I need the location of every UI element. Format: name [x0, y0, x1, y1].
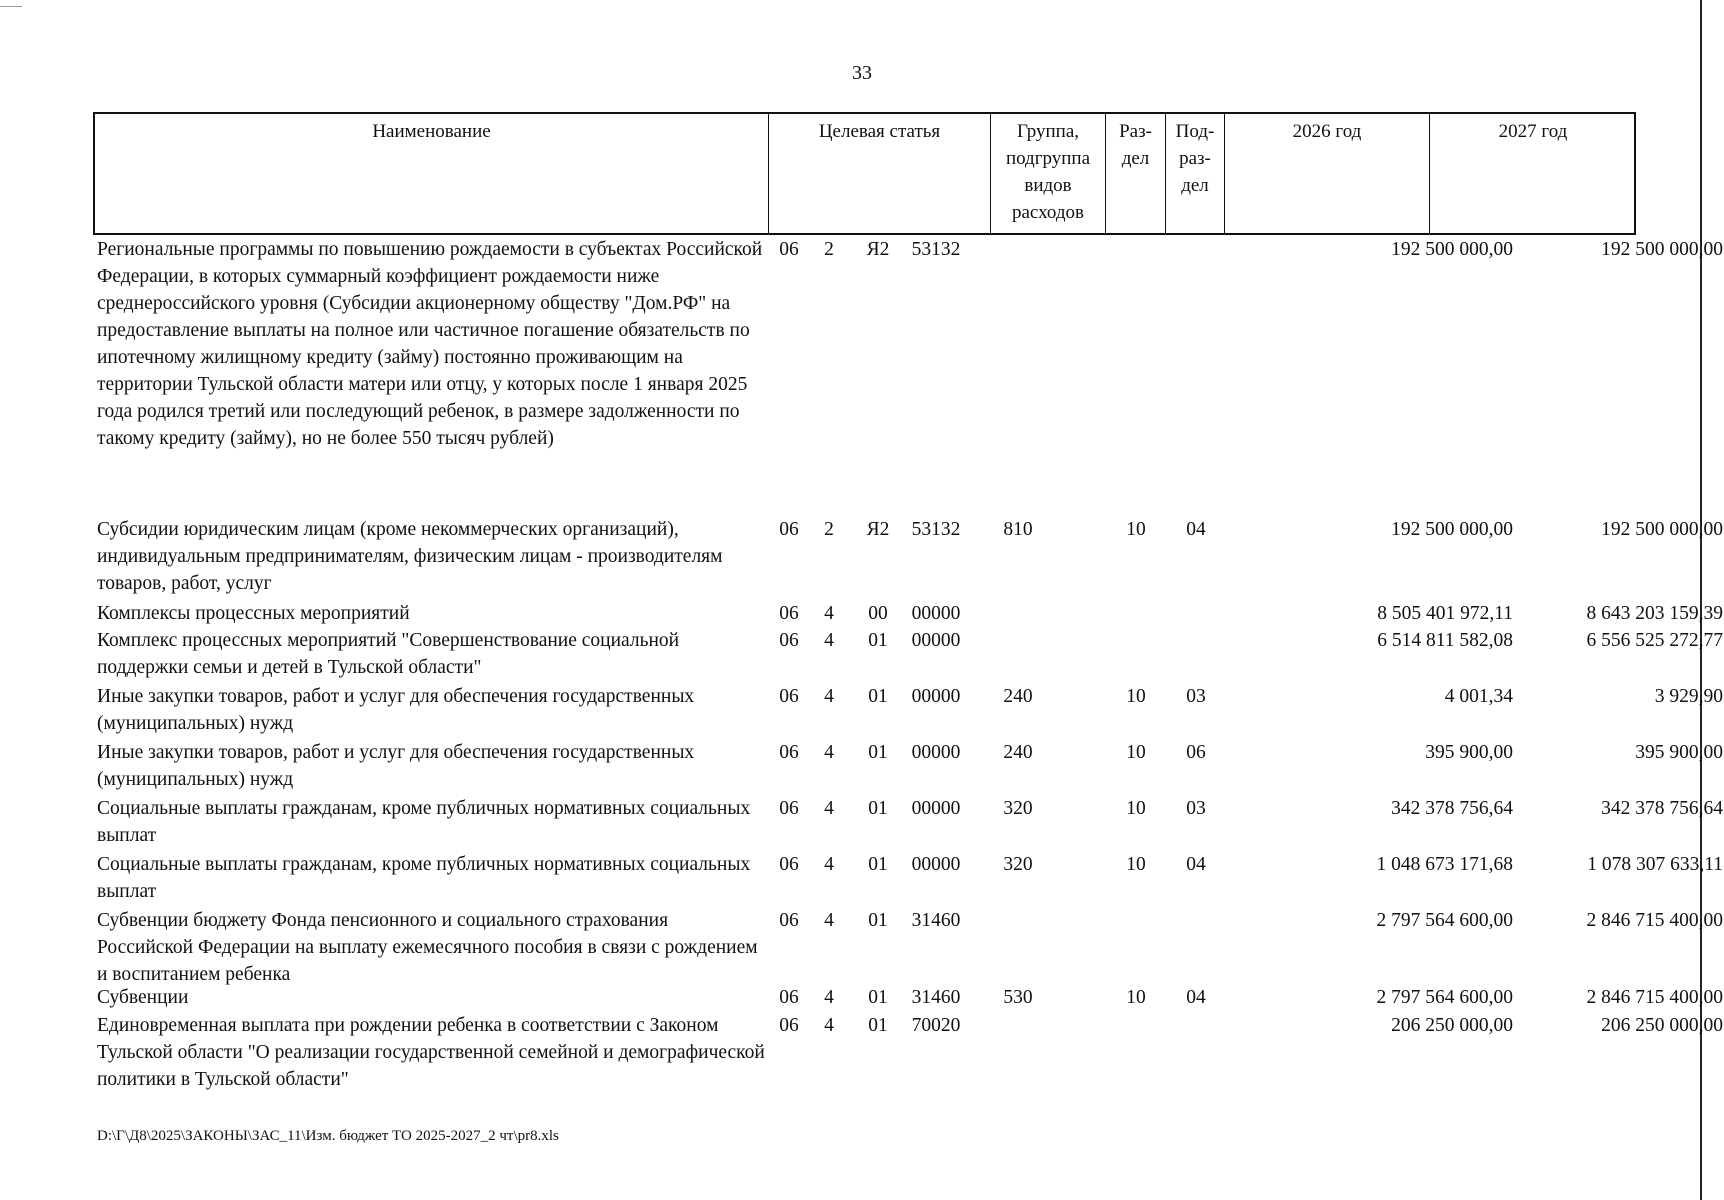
row-target-2: 4 [824, 854, 834, 875]
row-section: 10 [1126, 686, 1146, 707]
row-target-3: 01 [868, 987, 888, 1008]
row-target-3: 01 [868, 686, 888, 707]
row-name: Единовременная выплата при рождении ребенка в соответствии с Законом Тульской области "О реализации государственной семейной и демографической политики в Тульской области" [97, 1015, 765, 1090]
row-target-3: 00 [868, 603, 888, 624]
row-2027: 2 846 715 400,00 [1586, 910, 1723, 931]
row-target-4: 31460 [911, 987, 961, 1008]
row-target-1: 06 [779, 630, 799, 651]
row-section: 10 [1126, 987, 1146, 1008]
row-target-2: 4 [824, 910, 834, 931]
row-group: 530 [1003, 987, 1033, 1008]
row-subsection: 04 [1186, 987, 1206, 1008]
row-target-3: 01 [868, 742, 888, 763]
row-2026: 4 001,34 [1444, 686, 1513, 707]
row-target-3: 01 [868, 910, 888, 931]
row-target-3: 01 [868, 1015, 888, 1036]
table-row [93, 739, 1723, 795]
header-subsection: Под-раз-дел [1166, 114, 1225, 233]
row-name: Иные закупки товаров, работ и услуг для обеспечения государственных (муниципальных) нужд [97, 686, 695, 734]
row-target-2: 4 [824, 987, 834, 1008]
row-target-3: Я2 [866, 519, 890, 540]
row-group: 320 [1003, 854, 1033, 875]
row-section: 10 [1126, 854, 1146, 875]
row-2027: 3 929,90 [1654, 686, 1723, 707]
table-body [93, 236, 1723, 1096]
row-name: Комплекс процессных мероприятий "Совершенствование социальной поддержки семьи и детей в Тульской области" [97, 630, 680, 678]
row-2026: 395 900,00 [1425, 742, 1513, 763]
margin-mark [0, 6, 22, 7]
row-target-2: 4 [824, 742, 834, 763]
row-2027: 206 250 000,00 [1601, 1015, 1723, 1036]
row-subsection: 04 [1186, 519, 1206, 540]
row-name: Субсидии юридическим лицам (кроме некоммерческих организаций), индивидуальным предпринимателям, физическим лицам - производителям товаров, работ, услуг [97, 519, 723, 594]
row-target-1: 06 [779, 854, 799, 875]
row-target-1: 06 [779, 910, 799, 931]
row-target-3: 01 [868, 798, 888, 819]
header-section: Раз-дел [1106, 114, 1166, 233]
row-2027: 342 378 756,64 [1601, 798, 1723, 819]
row-2026: 2 797 564 600,00 [1376, 987, 1513, 1008]
row-2027: 192 500 000,00 [1601, 239, 1723, 260]
row-target-1: 06 [779, 1015, 799, 1036]
row-name: Иные закупки товаров, работ и услуг для обеспечения государственных (муниципальных) нужд [97, 742, 695, 790]
row-target-2: 4 [824, 630, 834, 651]
table-row [93, 1012, 1723, 1096]
row-target-2: 4 [824, 603, 834, 624]
row-2026: 206 250 000,00 [1391, 1015, 1513, 1036]
row-target-1: 06 [779, 742, 799, 763]
row-section: 10 [1126, 798, 1146, 819]
row-name: Комплексы процессных мероприятий [97, 603, 410, 624]
table-row [93, 236, 1723, 516]
row-target-1: 06 [779, 798, 799, 819]
row-target-4: 70020 [911, 1015, 961, 1036]
row-target-4: 53132 [911, 519, 961, 540]
row-target-2: 4 [824, 1015, 834, 1036]
table-row [93, 516, 1723, 600]
table-row [93, 907, 1723, 985]
row-target-1: 06 [779, 519, 799, 540]
header-target-article: Целевая статья [769, 114, 991, 233]
header-2027: 2027 год [1498, 121, 1568, 142]
table-header [93, 112, 1636, 235]
row-target-1: 06 [779, 987, 799, 1008]
row-name: Субвенции [97, 987, 189, 1008]
row-2026: 342 378 756,64 [1391, 798, 1513, 819]
row-target-4: 00000 [911, 686, 961, 707]
row-2026: 1 048 673 171,68 [1376, 854, 1513, 875]
header-group: Группа, подгруппа видов расходов [991, 114, 1106, 233]
row-target-1: 06 [779, 239, 799, 260]
row-2027: 8 643 203 159,39 [1586, 603, 1723, 624]
row-group: 810 [1003, 519, 1033, 540]
row-target-3: Я2 [866, 239, 890, 260]
row-2026: 192 500 000,00 [1391, 519, 1513, 540]
file-path-footer: D:\Г\Д8\2025\ЗАКОНЫ\ЗАС_11\Изм. бюджет ТО 2025-2027_2 чт\pr8.xls [97, 1128, 559, 1144]
row-target-3: 01 [868, 854, 888, 875]
row-target-4: 00000 [911, 603, 961, 624]
row-2027: 1 078 307 633,11 [1587, 854, 1723, 875]
table-row [93, 851, 1723, 907]
row-target-3: 01 [868, 630, 888, 651]
row-group: 240 [1003, 686, 1033, 707]
row-group: 320 [1003, 798, 1033, 819]
row-name: Субвенции бюджету Фонда пенсионного и социального страхования Российской Федерации на выплату ежемесячного пособия в связи с рождением и воспитанием ребенка [97, 910, 758, 985]
row-target-4: 31460 [911, 910, 961, 931]
row-2026: 8 505 401 972,11 [1377, 603, 1513, 624]
table-row [93, 795, 1723, 851]
row-target-2: 4 [824, 798, 834, 819]
row-target-4: 00000 [911, 854, 961, 875]
row-target-4: 00000 [911, 798, 961, 819]
row-2026: 192 500 000,00 [1391, 239, 1513, 260]
row-section: 10 [1126, 742, 1146, 763]
row-name: Социальные выплаты гражданам, кроме публичных нормативных социальных выплат [97, 798, 751, 846]
row-2027: 6 556 525 272,77 [1586, 630, 1723, 651]
row-name: Социальные выплаты гражданам, кроме публичных нормативных социальных выплат [97, 854, 751, 902]
row-section: 10 [1126, 519, 1146, 540]
row-subsection: 03 [1186, 798, 1206, 819]
table-row [93, 627, 1723, 683]
header-name: Наименование [95, 114, 769, 233]
row-subsection: 04 [1186, 854, 1206, 875]
row-2027: 395 900,00 [1635, 742, 1723, 763]
table-row [93, 600, 1723, 627]
row-subsection: 06 [1186, 742, 1206, 763]
row-2026: 6 514 811 582,08 [1377, 630, 1513, 651]
row-target-2: 2 [824, 519, 834, 540]
row-target-4: 00000 [911, 742, 961, 763]
row-name: Региональные программы по повышению рождаемости в субъектах Российской Федерации, в которых суммарный коэффициент рождаемости ниже среднероссийского уровня (Субсидии акционерному обществу "Дом.РФ" на предоставление выплаты на полное или частичное погашение обязательств по ипотечному жилищному кредиту (займу) постоянно проживающим на территории Тульской области матери или отцу, у которых после 1 января 2025 года родился третий или последующий ребенок, в размере задолженности по такому кредиту (займу), но не более 550 тысяч рублей) [97, 239, 763, 449]
row-target-4: 00000 [911, 630, 961, 651]
row-2026: 2 797 564 600,00 [1376, 910, 1513, 931]
row-target-4: 53132 [911, 239, 961, 260]
row-2027: 2 846 715 400,00 [1586, 987, 1723, 1008]
row-2027: 192 500 000,00 [1601, 519, 1723, 540]
row-group: 240 [1003, 742, 1033, 763]
table-row [93, 683, 1723, 739]
row-target-2: 2 [824, 239, 834, 260]
header-2026: 2026 год [1225, 114, 1430, 233]
row-target-1: 06 [779, 603, 799, 624]
row-target-2: 4 [824, 686, 834, 707]
page-number: 33 [852, 62, 872, 84]
row-target-1: 06 [779, 686, 799, 707]
row-subsection: 03 [1186, 686, 1206, 707]
table-row [93, 984, 1723, 1012]
